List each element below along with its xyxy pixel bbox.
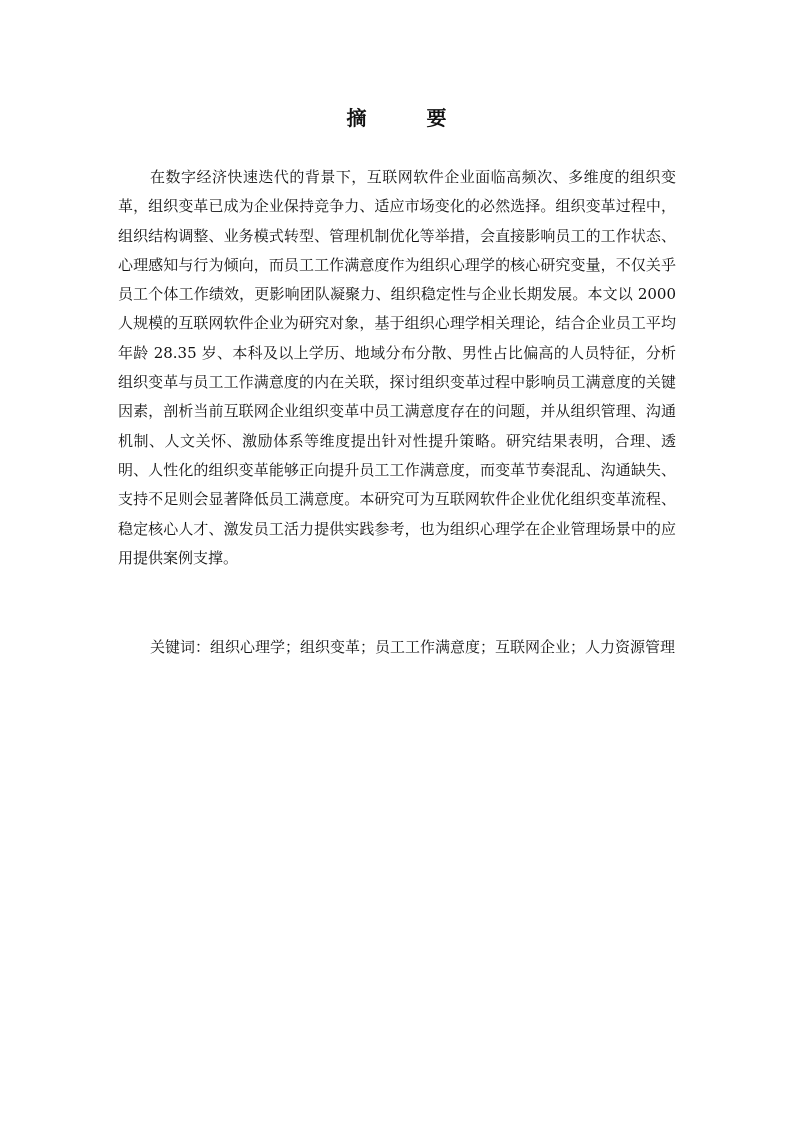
abstract-title: 摘 要	[346, 106, 467, 130]
keywords-line: 关键词：组织心理学；组织变革；员工工作满意度；互联网企业；人力资源管理	[150, 638, 676, 656]
abstract-body: 在数字经济快速迭代的背景下，互联网软件企业面临高频次、多维度的组织变革，组织变革已成为企业保持竞争力、适应市场变化的必然选择。组织变革过程中，组织结构调整、业务模式转型、管理机制优化等举措，会直接影响员工的工作状态、心理感知与行为倾向，而员工工作满意度作为组织心理学的核心研究变量，不仅关乎员工个体工作绩效，更影响团队凝聚力、组织稳定性与企业长期发展。本文以 2000 人规模的互联网软件企业为研究对象，基于组织心理学相关理论，结合企业员工平均年龄 28.35 岁、本科及以上学历、地域分布分散、男性占比偏高的人员特征，分析组织变革与员工工作满意度的内在关联，探讨组织变革过程中影响员工满意度的关键因素，剖析当前互联网企业组织变革中员工满意度存在的问题，并从组织管理、沟通机制、人文关怀、激励体系等维度提出针对性提升策略。研究结果表明，合理、透明、人性化的组织变革能够正向提升员工工作满意度，而变革节奏混乱、沟通缺失、支持不足则会显著降低员工满意度。本研究可为互联网软件企业优化组织变革流程、稳定核心人才、激发员工活力提供实践参考，也为组织心理学在企业管理场景中的应用提供案例支撑。	[118, 168, 676, 567]
